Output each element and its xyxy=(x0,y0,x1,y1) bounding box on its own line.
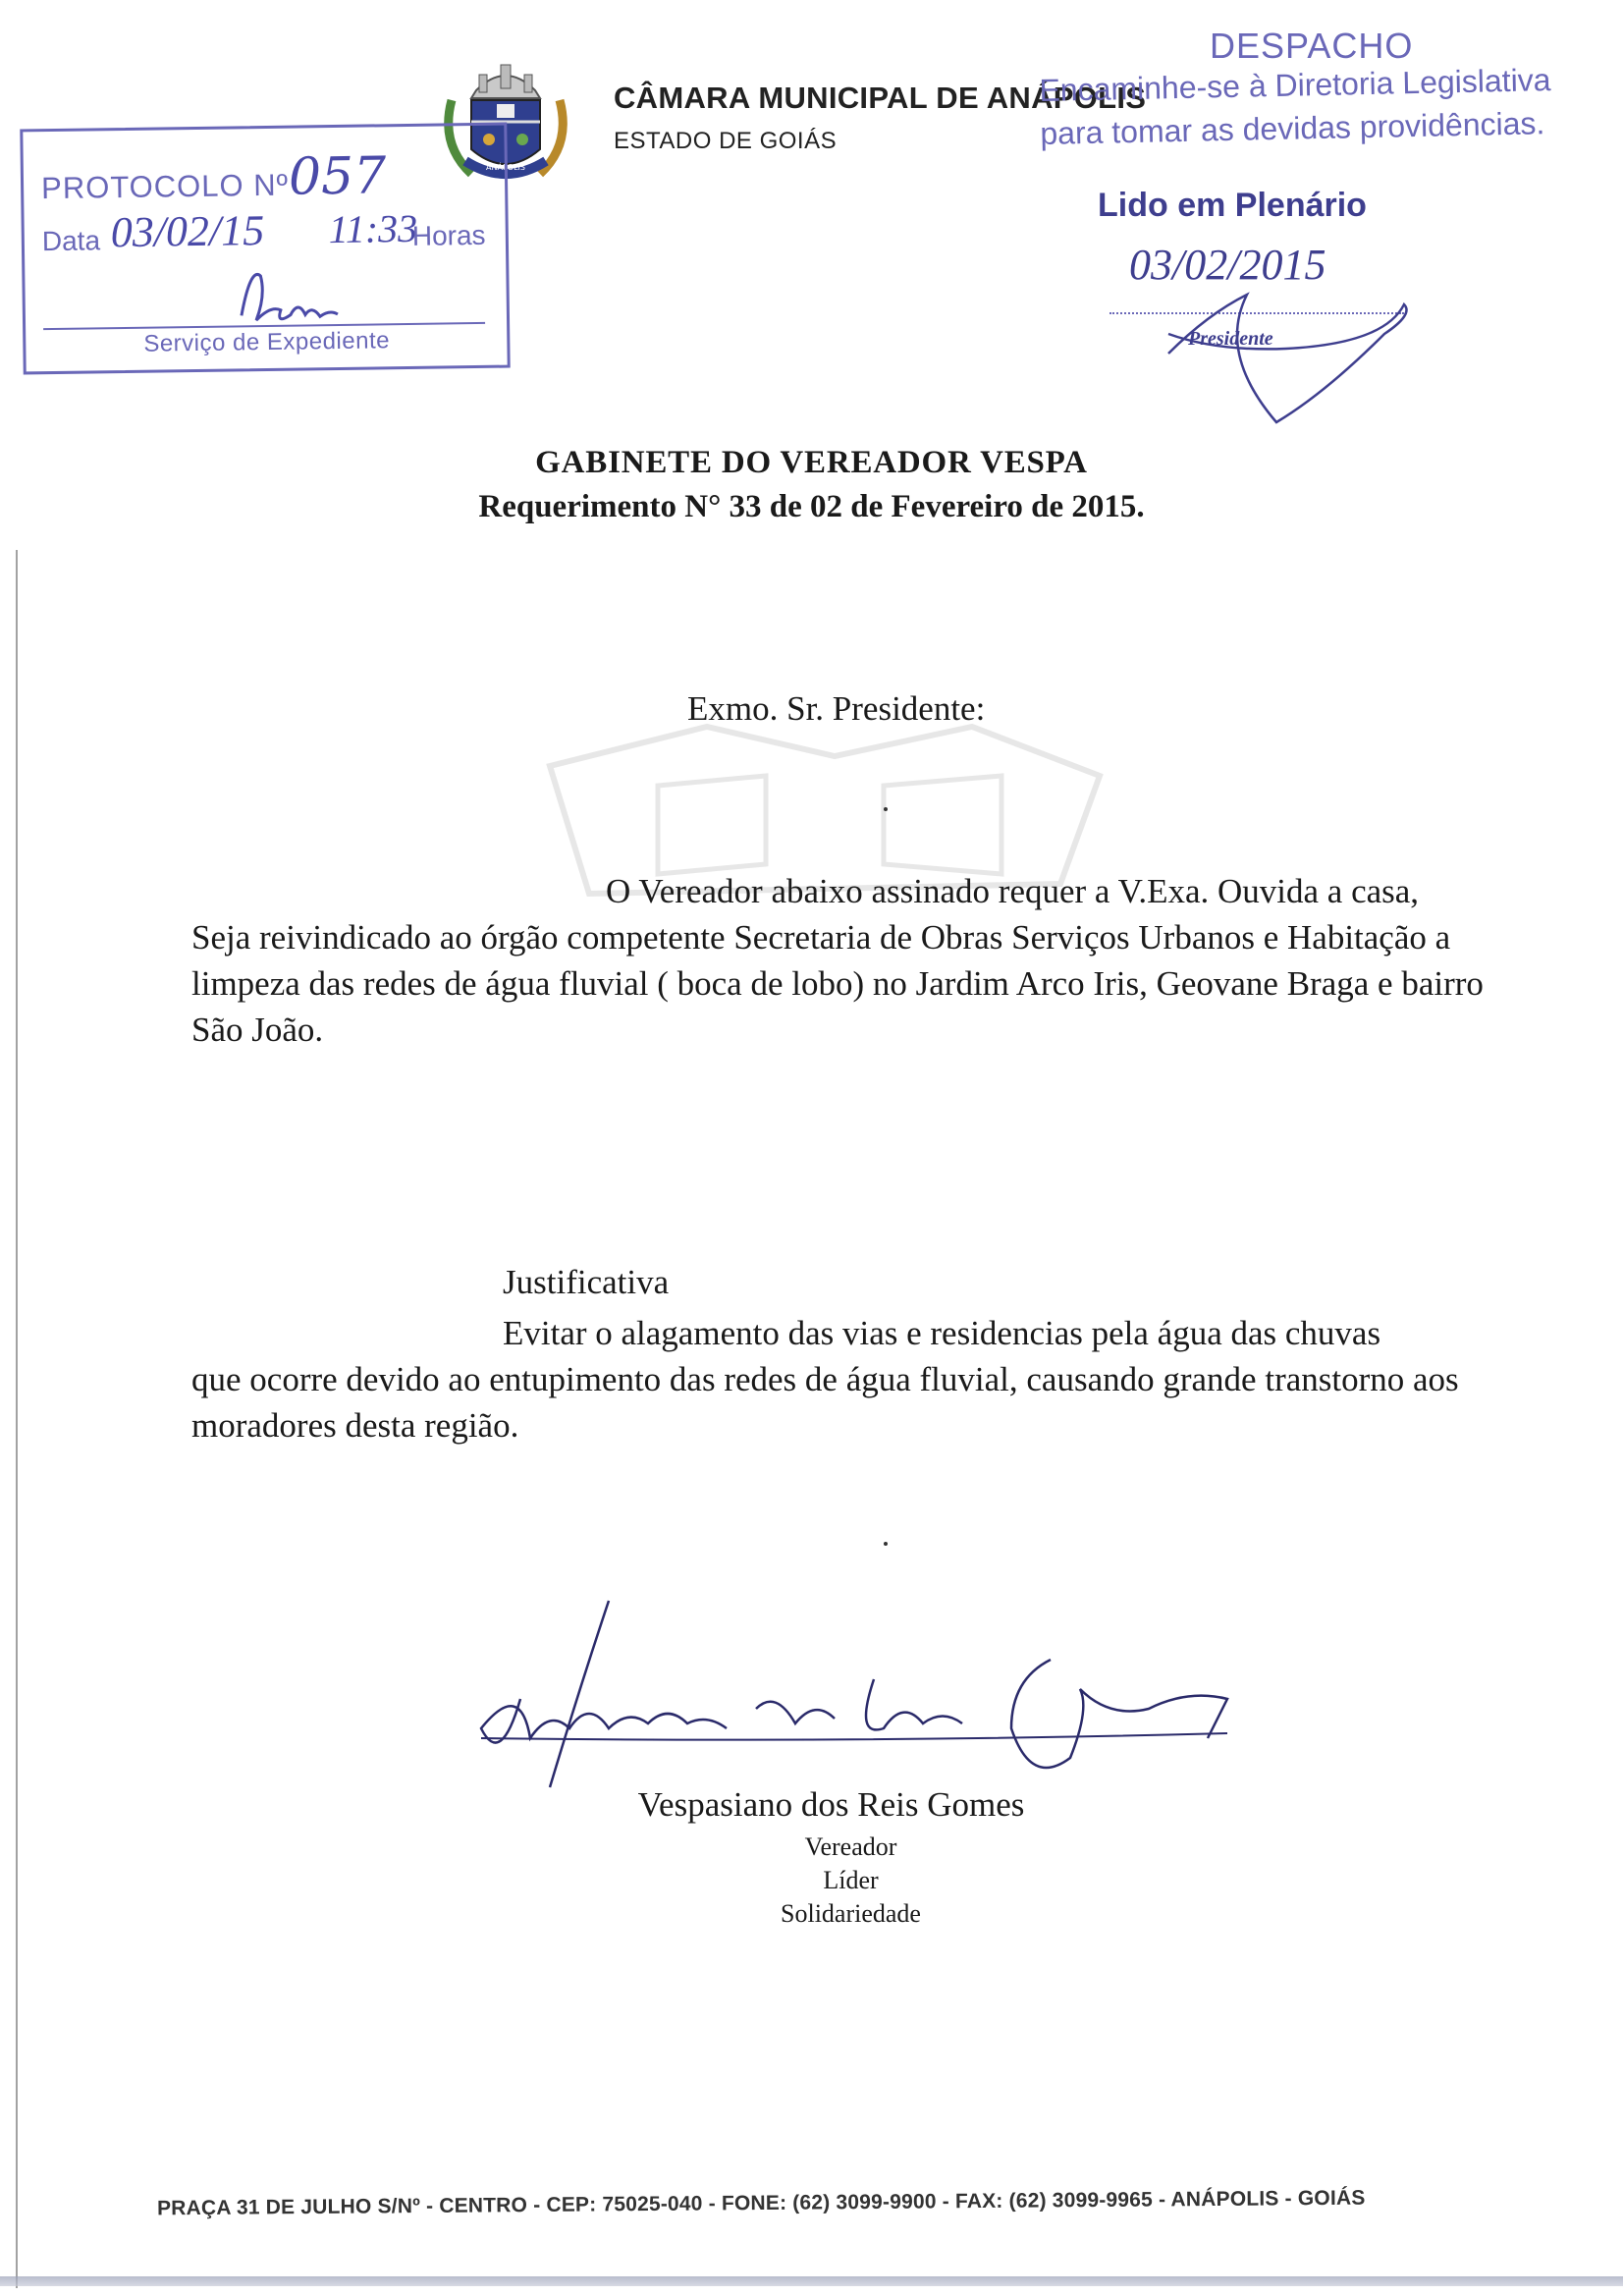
request-paragraph xyxy=(191,868,1507,1053)
president-label: Presidente xyxy=(1188,328,1273,350)
justification-body: que ocorre devido ao entupimento das redes de água fluvial, causando grande transtorno aos moradores desta região. xyxy=(191,1360,1459,1445)
service-label: Serviço de Expediente xyxy=(143,327,391,357)
chamber-title: CÂMARA MUNICIPAL DE ANÁPOLIS xyxy=(614,81,1147,115)
office-heading: GABINETE DO VEREADOR VESPA xyxy=(535,445,1088,480)
president-signature-icon xyxy=(1129,275,1424,432)
despacho-line-2: para tomar as devidas providências. xyxy=(1040,105,1545,151)
greeting: Exmo. Sr. Presidente: xyxy=(687,689,986,728)
protocol-stamp xyxy=(20,123,510,375)
despacho-title: DESPACHO xyxy=(1210,26,1414,66)
read-date: 03/02/2015 xyxy=(1129,241,1326,289)
protocol-date: 03/02/15 xyxy=(110,206,265,257)
signer-name-text: Vespasiano dos Reis Gomes xyxy=(637,1785,1025,1824)
despacho-line-1: Encaminhe-se à Diretoria Legislativa xyxy=(1039,62,1551,108)
request-paragraph-body: Seja reivindicado ao órgão competente Secretaria de Obras Serviços Urbanos e Habitação a limpeza das redes de água fluvial ( boca de lobo) no Jardim Arco Iris, Geovane Braga e bairro São João. xyxy=(191,918,1484,1049)
date-label: Data xyxy=(41,225,101,257)
protocol-time: 11:33 xyxy=(328,205,418,252)
request-heading: Requerimento N° 33 de 02 de Fevereiro de 2015. xyxy=(478,489,1145,524)
justification-first-line: Evitar o alagamento das vias e residencias pela água das chuvas xyxy=(503,1314,1381,1352)
request-paragraph-first-line: O Vereador abaixo assinado requer a V.Exa. Ouvida a casa, xyxy=(606,872,1420,910)
despacho-text xyxy=(1039,58,1552,155)
justification-paragraph xyxy=(191,1310,1507,1449)
read-in-plenary: Lido em Plenário xyxy=(1098,187,1367,224)
signer-position: Líder xyxy=(823,1866,879,1894)
hours-label: Horas xyxy=(411,219,486,251)
footer-address: PRAÇA 31 DE JULHO S/Nº - CENTRO - CEP: 75025-040 - FONE: (62) 3099-9900 - FAX: (62) 3099-9965 - ANÁPOLIS - GOIÁS xyxy=(156,2186,1366,2220)
scan-bottom-edge xyxy=(0,2276,1623,2286)
state-name: ESTADO DE GOIÁS xyxy=(614,128,838,154)
signer-role: Vereador xyxy=(804,1832,897,1861)
protocol-number: 057 xyxy=(288,146,387,207)
crest-text: ANÁPOLIS xyxy=(486,163,525,172)
signer-name xyxy=(0,1785,1623,1825)
handwritten-signature-icon xyxy=(461,1591,1286,1807)
speck xyxy=(884,807,888,811)
scan-edge xyxy=(16,550,18,2288)
signer-party: Solidariedade xyxy=(781,1899,921,1928)
justification-label: Justificativa xyxy=(503,1263,670,1301)
protocol-label: PROTOCOLO Nº xyxy=(40,167,290,206)
speck xyxy=(884,1542,888,1546)
